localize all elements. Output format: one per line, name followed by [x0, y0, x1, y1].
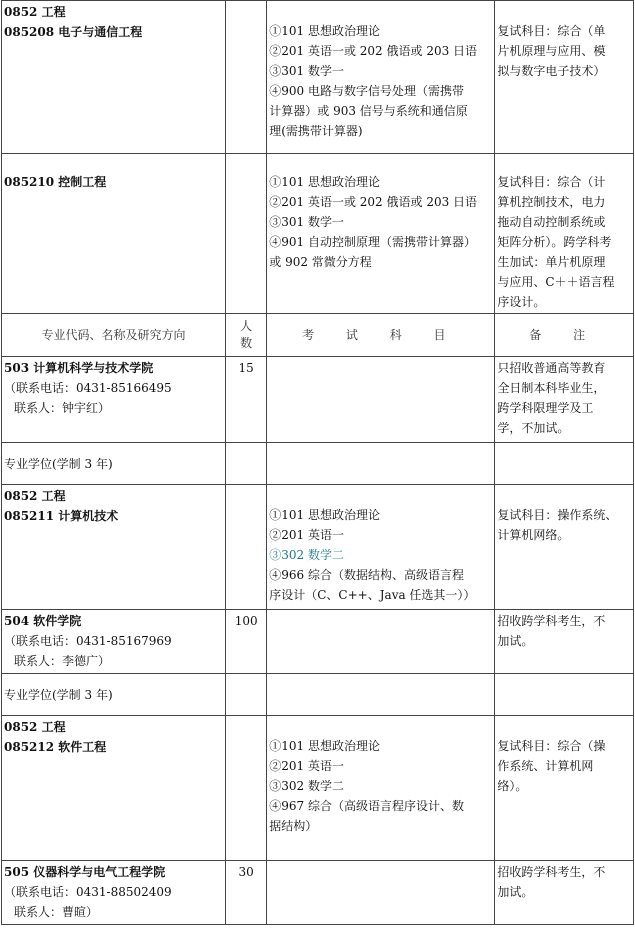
category-code: 0852 工程	[4, 489, 66, 503]
degree-cell	[2, 674, 226, 716]
exam-line: ①101 思想政治理论	[269, 24, 380, 38]
school-phone: （联系电话：0431-85166495	[4, 381, 172, 395]
exam-line: 据结构）	[269, 819, 318, 833]
count-cell: 100	[226, 610, 267, 674]
exam-line: ②201 英语一	[269, 528, 344, 542]
note-cell	[495, 610, 634, 674]
note-line: 招收跨学科考生，不	[497, 614, 606, 628]
category-code: 0852 工程	[4, 5, 66, 19]
header-exam: 考 试 科 目	[267, 314, 495, 357]
table-row	[2, 485, 634, 610]
exam-line: ③301 数学一	[269, 215, 344, 229]
degree-type: 专业学位(学制 3 年)	[4, 456, 113, 471]
count-cell: 30	[226, 861, 267, 925]
degree-type: 专业学位(学制 3 年)	[4, 687, 113, 702]
note-cell	[495, 485, 634, 610]
exam-cell	[267, 861, 495, 925]
table-row	[2, 357, 634, 443]
school-name: 504 软件学院	[4, 614, 82, 628]
note-cell	[495, 1, 634, 154]
header-count	[226, 314, 267, 357]
major-cell	[2, 1, 226, 154]
note-line: 矩阵分析）。跨学科考	[497, 235, 612, 249]
major-name: 085210 控制工程	[4, 175, 107, 189]
count-cell: 15	[226, 357, 267, 443]
exam-cell	[267, 1, 495, 154]
header-note: 备 注	[495, 314, 634, 357]
note-line: 全日制本科毕业生，	[497, 381, 606, 395]
note-line: 算机控制技术，电力	[497, 195, 606, 209]
exam-line: ①101 思想政治理论	[269, 175, 380, 189]
note-line: 跨学科限理学及工	[497, 401, 594, 415]
school-cell	[2, 610, 226, 674]
admissions-table	[1, 0, 634, 925]
school-phone: （联系电话：0431-85167969	[4, 634, 172, 648]
major-name: 085211 计算机技术	[4, 509, 119, 523]
note-line: 作系统、计算机网	[497, 759, 594, 773]
table-row	[2, 861, 634, 925]
school-contact: 联系人：曹暄）	[14, 905, 99, 919]
header-count-line: 人	[240, 319, 253, 333]
note-line: 片机原理与应用、模	[497, 44, 606, 58]
school-name: 503 计算机科学与技术学院	[4, 361, 154, 375]
note-line: 学，不加试。	[497, 421, 570, 435]
exam-line: ④966 综合（数据结构、高级语言程	[269, 568, 464, 582]
note-line: 生加试：单片机原理	[497, 255, 606, 269]
school-cell	[2, 357, 226, 443]
table-row	[2, 716, 634, 861]
table-header-row	[2, 314, 634, 357]
exam-line: ③301 数学一	[269, 64, 344, 78]
table-row	[2, 1, 634, 154]
major-cell	[2, 154, 226, 314]
exam-line: ③302 数学二	[269, 779, 344, 793]
note-line: 复试科目：综合（计	[497, 175, 606, 189]
exam-line: ②201 英语一或 202 俄语或 203 日语	[269, 44, 478, 58]
school-cell	[2, 861, 226, 925]
count-cell	[226, 716, 267, 861]
exam-cell	[267, 154, 495, 314]
exam-line: ④967 综合（高级语言程序设计、数	[269, 799, 464, 813]
note-line: 加试。	[497, 634, 534, 648]
category-code: 0852 工程	[4, 720, 66, 734]
exam-cell	[267, 716, 495, 861]
degree-cell	[2, 443, 226, 485]
count-cell	[226, 154, 267, 314]
header-major: 专业代码、名称及研究方向	[2, 314, 226, 357]
major-name: 085212 软件工程	[4, 740, 107, 754]
note-line: 加试。	[497, 885, 534, 899]
table-row	[2, 610, 634, 674]
exam-line: ③302 数学二	[269, 548, 344, 562]
exam-line: ①101 思想政治理论	[269, 739, 380, 753]
exam-line: ①101 思想政治理论	[269, 508, 380, 522]
exam-line: ④901 自动控制原理（需携带计算器）	[269, 235, 476, 249]
note-line: 络）。	[497, 779, 528, 793]
exam-line: 序设计（C、C++、Java 任选其一））	[269, 588, 476, 602]
school-name: 505 仪器科学与电气工程学院	[4, 865, 166, 879]
school-contact: 联系人：李德广）	[14, 654, 111, 668]
note-line: 招收跨学科考生，不	[497, 865, 606, 879]
count-cell	[226, 1, 267, 154]
note-cell	[495, 154, 634, 314]
note-line: 复试科目：综合（单	[497, 24, 606, 38]
note-line: 复试科目：操作系统、	[497, 508, 618, 522]
school-contact: 联系人：钟宇红）	[14, 401, 111, 415]
exam-cell	[267, 357, 495, 443]
table-row	[2, 443, 634, 485]
note-line: 拖动自动控制系统或	[497, 215, 606, 229]
note-line: 复试科目：综合（操	[497, 739, 606, 753]
school-phone: （联系电话：0431-88502409	[4, 885, 172, 899]
major-cell	[2, 485, 226, 610]
note-line: 只招收普通高等教育	[497, 361, 606, 375]
note-line: 计算机网络。	[497, 528, 570, 542]
exam-cell	[267, 610, 495, 674]
major-cell	[2, 716, 226, 861]
table-row	[2, 154, 634, 314]
count-cell	[226, 485, 267, 610]
note-cell	[495, 716, 634, 861]
note-line: 拟与数字电子技术）	[497, 64, 606, 78]
exam-line: 计算器）或 903 信号与系统和通信原	[269, 104, 468, 118]
exam-line: 或 902 常微分方程	[269, 255, 372, 269]
exam-line: 理(需携带计算器)	[269, 124, 363, 138]
exam-line: ②201 英语一	[269, 759, 344, 773]
note-line: 序设计。	[497, 295, 546, 309]
exam-line: ②201 英语一或 202 俄语或 203 日语	[269, 195, 478, 209]
note-cell	[495, 357, 634, 443]
major-name: 085208 电子与通信工程	[4, 25, 143, 39]
exam-cell	[267, 485, 495, 610]
exam-line: ④900 电路与数字信号处理（需携带	[269, 84, 464, 98]
table-row	[2, 674, 634, 716]
header-count-line: 数	[240, 336, 253, 350]
note-cell	[495, 861, 634, 925]
note-line: 与应用、C＋＋语言程	[497, 275, 615, 289]
